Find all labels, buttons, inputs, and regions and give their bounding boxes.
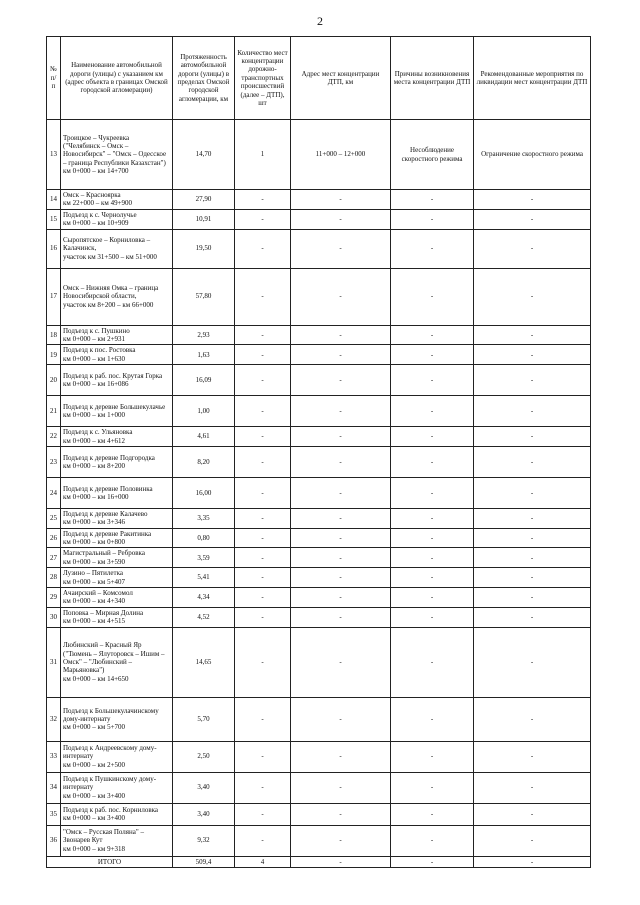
recommended-measure: - [474, 209, 591, 229]
recommended-measure: - [474, 325, 591, 345]
road-name: Поповка – Мирная Долина км 0+000 – км 4+515 [61, 607, 173, 627]
table-row [47, 229, 591, 268]
road-name: Магистральный – Ребровка км 0+000 – км 3+590 [61, 548, 173, 568]
accident-address: - [291, 803, 391, 825]
accident-cause: - [391, 741, 474, 772]
accident-address: - [291, 697, 391, 741]
table-row [47, 528, 591, 548]
recommended-measure: - [474, 345, 591, 365]
accident-address: - [291, 825, 391, 856]
accident-cause: - [391, 772, 474, 803]
road-name: Подъезд к с. Ульяновка км 0+000 – км 4+612 [61, 427, 173, 447]
table-row [47, 209, 591, 229]
accident-count: - [235, 803, 291, 825]
road-length: 5,70 [173, 697, 235, 741]
table-row [47, 741, 591, 772]
recommended-measure: - [474, 477, 591, 508]
recommended-measure: - [474, 772, 591, 803]
accident-count: - [235, 325, 291, 345]
road-length: 57,80 [173, 268, 235, 325]
header-address: Адрес мест концентрации ДТП, км [291, 37, 391, 120]
accident-cause: - [391, 345, 474, 365]
row-number: 33 [47, 741, 61, 772]
accident-cause: - [391, 477, 474, 508]
road-length: 27,90 [173, 190, 235, 210]
road-name: "Омск – Русская Поляна" – Звонарев Кут км 0+000 – км 9+318 [61, 825, 173, 856]
total-label: ИТОГО [47, 856, 173, 867]
road-length: 9,32 [173, 825, 235, 856]
road-length: 0,80 [173, 528, 235, 548]
road-name: Подъезд к Большекулачинскому дому-интернату км 0+000 – км 5+700 [61, 697, 173, 741]
accident-address: - [291, 477, 391, 508]
road-name: Подъезд к деревне Калачево км 0+000 – км 3+346 [61, 508, 173, 528]
recommended-measure: - [474, 365, 591, 396]
row-number: 21 [47, 396, 61, 427]
total-cause: - [391, 856, 474, 867]
row-number: 32 [47, 697, 61, 741]
row-number: 29 [47, 588, 61, 608]
accident-cause: - [391, 607, 474, 627]
accident-count: - [235, 229, 291, 268]
road-name: Подъезд к деревне Половинка км 0+000 – км 16+000 [61, 477, 173, 508]
accident-count: - [235, 345, 291, 365]
road-length: 3,59 [173, 548, 235, 568]
accident-count: - [235, 697, 291, 741]
row-number: 15 [47, 209, 61, 229]
accident-address: - [291, 508, 391, 528]
table-body [47, 120, 591, 868]
row-number: 28 [47, 568, 61, 588]
road-name: Подъезд к раб. пос. Корниловка км 0+000 – км 3+400 [61, 803, 173, 825]
road-length: 2,93 [173, 325, 235, 345]
table-row [47, 120, 591, 190]
table-row [47, 365, 591, 396]
recommended-measure: - [474, 508, 591, 528]
road-length: 16,00 [173, 477, 235, 508]
recommended-measure: - [474, 607, 591, 627]
table-row [47, 190, 591, 210]
recommended-measure: - [474, 588, 591, 608]
road-name: Ачаирский – Комсомол км 0+000 – км 4+340 [61, 588, 173, 608]
road-length: 3,35 [173, 508, 235, 528]
road-length: 4,61 [173, 427, 235, 447]
table-row [47, 588, 591, 608]
accident-count: - [235, 588, 291, 608]
accident-count: - [235, 396, 291, 427]
road-length: 3,40 [173, 772, 235, 803]
table-row [47, 325, 591, 345]
recommended-measure: - [474, 190, 591, 210]
accident-address: - [291, 627, 391, 697]
accident-address: - [291, 268, 391, 325]
road-name: Лузино – Пятилетка км 0+000 – км 5+407 [61, 568, 173, 588]
recommended-measure: - [474, 627, 591, 697]
accident-address: - [291, 588, 391, 608]
road-name: Подъезд к пос. Ростовка км 0+000 – км 1+630 [61, 345, 173, 365]
road-length: 3,40 [173, 803, 235, 825]
total-length: 509,4 [173, 856, 235, 867]
accident-cause: - [391, 190, 474, 210]
table-row [47, 477, 591, 508]
accident-address: - [291, 190, 391, 210]
accident-cause: Несоблюдение скоростного режима [391, 120, 474, 190]
accident-count: - [235, 528, 291, 548]
road-registry-table [46, 36, 591, 868]
table-row [47, 825, 591, 856]
header-measures: Рекомендованные мероприятия по ликвидации мест концентрации ДТП [474, 37, 591, 120]
recommended-measure: - [474, 803, 591, 825]
accident-count: - [235, 190, 291, 210]
row-number: 16 [47, 229, 61, 268]
accident-address: - [291, 548, 391, 568]
accident-cause: - [391, 229, 474, 268]
recommended-measure: - [474, 741, 591, 772]
accident-cause: - [391, 427, 474, 447]
row-number: 27 [47, 548, 61, 568]
accident-address: - [291, 446, 391, 477]
row-number: 30 [47, 607, 61, 627]
road-name: Подъезд к деревне Большекулачье км 0+000 – км 1+000 [61, 396, 173, 427]
table-row [47, 607, 591, 627]
accident-address: - [291, 427, 391, 447]
road-name: Омск – Нижняя Омка – граница Новосибирской области, участок км 8+200 – км 66+000 [61, 268, 173, 325]
recommended-measure: - [474, 446, 591, 477]
accident-count: - [235, 607, 291, 627]
road-length: 4,34 [173, 588, 235, 608]
road-name: Любинский – Красный Яр ("Тюмень – Ялуторовск – Ишим – Омск" – "Любинский – Марьяновка") км 0+000 – км 14+650 [61, 627, 173, 697]
accident-cause: - [391, 528, 474, 548]
header-accident-count: Количество мест концентрации дорожно-транспортных происшествий (далее – ДТП), шт [235, 37, 291, 120]
page-number: 2 [317, 14, 323, 28]
row-number: 17 [47, 268, 61, 325]
road-length: 8,20 [173, 446, 235, 477]
recommended-measure: Ограничение скоростного режима [474, 120, 591, 190]
road-length: 19,50 [173, 229, 235, 268]
accident-cause: - [391, 508, 474, 528]
header-road-name: Наименование автомобильной дороги (улицы) с указанием км (адрес объекта в границах Омской городской агломерации) [61, 37, 173, 120]
accident-cause: - [391, 548, 474, 568]
accident-count: 1 [235, 120, 291, 190]
accident-address: - [291, 772, 391, 803]
recommended-measure: - [474, 568, 591, 588]
accident-count: - [235, 427, 291, 447]
recommended-measure: - [474, 825, 591, 856]
recommended-measure: - [474, 229, 591, 268]
row-number: 25 [47, 508, 61, 528]
accident-cause: - [391, 209, 474, 229]
total-measure: - [474, 856, 591, 867]
road-name: Подъезд к с. Чернолучье км 0+000 – км 10+909 [61, 209, 173, 229]
accident-cause: - [391, 588, 474, 608]
road-length: 16,09 [173, 365, 235, 396]
row-number: 35 [47, 803, 61, 825]
road-name: Подъезд к деревне Ракитинка км 0+000 – км 0+800 [61, 528, 173, 548]
accident-count: - [235, 508, 291, 528]
road-length: 1,63 [173, 345, 235, 365]
accident-count: - [235, 825, 291, 856]
row-number: 22 [47, 427, 61, 447]
road-name: Омск – Красноярка км 22+000 – км 49+900 [61, 190, 173, 210]
accident-cause: - [391, 697, 474, 741]
road-length: 5,41 [173, 568, 235, 588]
road-name: Подъезд к деревне Подгородка км 0+000 – км 8+200 [61, 446, 173, 477]
accident-address: - [291, 345, 391, 365]
accident-address: - [291, 741, 391, 772]
row-number: 24 [47, 477, 61, 508]
recommended-measure: - [474, 697, 591, 741]
header-num: № п/п [47, 37, 61, 120]
road-length: 10,91 [173, 209, 235, 229]
row-number: 19 [47, 345, 61, 365]
row-number: 23 [47, 446, 61, 477]
total-address: - [291, 856, 391, 867]
accident-count: - [235, 365, 291, 396]
table-row [47, 268, 591, 325]
road-name: Подъезд к Андреевскому дому-интернату км 0+000 – км 2+500 [61, 741, 173, 772]
accident-address: - [291, 607, 391, 627]
accident-count: - [235, 548, 291, 568]
table-row [47, 396, 591, 427]
recommended-measure: - [474, 528, 591, 548]
accident-cause: - [391, 396, 474, 427]
total-count: 4 [235, 856, 291, 867]
row-number: 26 [47, 528, 61, 548]
accident-cause: - [391, 268, 474, 325]
table-row [47, 803, 591, 825]
accident-count: - [235, 627, 291, 697]
accident-address: - [291, 528, 391, 548]
accident-count: - [235, 772, 291, 803]
accident-cause: - [391, 446, 474, 477]
total-row [47, 856, 591, 867]
recommended-measure: - [474, 396, 591, 427]
header-length: Протяженность автомобильной дороги (улицы) в пределах Омской городской агломерации, км [173, 37, 235, 120]
road-length: 4,52 [173, 607, 235, 627]
accident-count: - [235, 477, 291, 508]
row-number: 36 [47, 825, 61, 856]
recommended-measure: - [474, 427, 591, 447]
row-number: 34 [47, 772, 61, 803]
table-header-row [47, 37, 591, 120]
accident-count: - [235, 209, 291, 229]
road-name: Подъезд к Пушкинскому дому-интернату км 0+000 – км 3+400 [61, 772, 173, 803]
accident-cause: - [391, 325, 474, 345]
accident-address: - [291, 365, 391, 396]
accident-cause: - [391, 627, 474, 697]
row-number: 18 [47, 325, 61, 345]
accident-address: - [291, 568, 391, 588]
road-name: Сыропятское – Корниловка – Калачинск, участок км 31+500 – км 51+000 [61, 229, 173, 268]
table-row [47, 697, 591, 741]
accident-address: - [291, 229, 391, 268]
table-row [47, 427, 591, 447]
road-name: Троицкое – Чукреевка ("Челябинск – Омск – Новосибирск" – "Омск – Одесское – граница Республики Казахстан") км 0+000 – км 14+700 [61, 120, 173, 190]
recommended-measure: - [474, 548, 591, 568]
header-cause: Причины возникновения места концентрации ДТП [391, 37, 474, 120]
accident-cause: - [391, 568, 474, 588]
accident-cause: - [391, 825, 474, 856]
accident-cause: - [391, 365, 474, 396]
table-row [47, 345, 591, 365]
table-row [47, 548, 591, 568]
road-length: 14,70 [173, 120, 235, 190]
accident-count: - [235, 268, 291, 325]
road-length: 2,50 [173, 741, 235, 772]
accident-address: - [291, 209, 391, 229]
accident-address: 11+000 – 12+000 [291, 120, 391, 190]
road-name: Подъезд к с. Пушкино км 0+000 – км 2+931 [61, 325, 173, 345]
table-row [47, 568, 591, 588]
row-number: 31 [47, 627, 61, 697]
accident-count: - [235, 446, 291, 477]
table-row [47, 508, 591, 528]
table-row [47, 627, 591, 697]
accident-count: - [235, 568, 291, 588]
accident-address: - [291, 396, 391, 427]
road-length: 1,00 [173, 396, 235, 427]
recommended-measure: - [474, 268, 591, 325]
road-name: Подъезд к раб. пос. Крутая Горка км 0+000 – км 16+086 [61, 365, 173, 396]
row-number: 20 [47, 365, 61, 396]
table-row [47, 446, 591, 477]
row-number: 13 [47, 120, 61, 190]
accident-cause: - [391, 803, 474, 825]
accident-count: - [235, 741, 291, 772]
road-length: 14,65 [173, 627, 235, 697]
row-number: 14 [47, 190, 61, 210]
accident-address: - [291, 325, 391, 345]
table-row [47, 772, 591, 803]
